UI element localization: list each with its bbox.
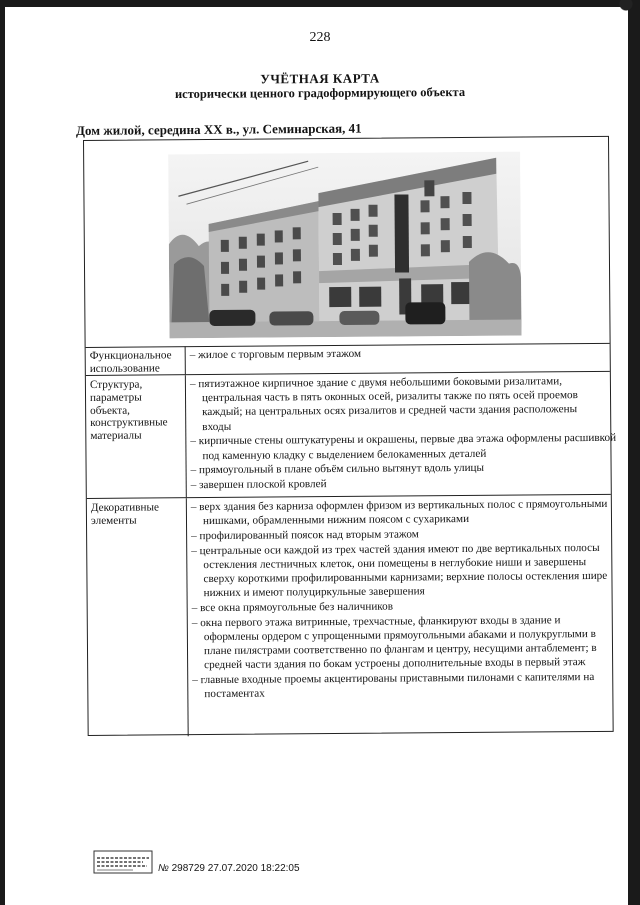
registration-stamp [93,850,153,874]
row-content [190,345,608,362]
building-photo [168,152,521,339]
number-sign-icon: № [158,863,169,874]
row-item: – завершен плоской кровлей [190,478,327,492]
row-item: – кирпичные стены оштукатурены и окрашены, первые два этажа оформлены расшивкой под каменную кладку с выделением белокаменных деталей [190,432,617,462]
document-title: УЧЁТНАЯ КАРТА [260,70,380,87]
row-label: Функциональное использование [89,349,172,375]
page-number: 228 [309,30,331,45]
row-label: Декоративные элементы [90,501,160,527]
row-item: – верх здания без карниза оформлен фризом из вертикальных полос с прямоугольными нишками, обрамленными нижним поясом с сухариками [190,497,608,528]
photo-cell [84,137,610,348]
document-subtitle: исторически ценного градоформирующего объекта [174,84,466,102]
row-item: – профилированный поясок над вторым этажом [191,528,419,543]
registration-number-date: 298729 27.07.2020 18:22:05 [171,863,300,874]
row-label: Структура, параметры объекта, конструктивные материалы [89,378,168,443]
column-divider [185,346,186,374]
row-decorative [87,495,613,737]
scan-edge-right [628,0,640,905]
registration-footer [158,863,300,874]
row-item: – пятиэтажное кирпичное здание с двумя небольшими боковыми ризалитами, центральная часть в пять оконных осей, ризалиты также по пять осей проемов каждый; на центральных осях ризалитов и средней части здания расположены входы [189,375,578,433]
row-item: – прямоугольный в плане объём сильно вытянут вдоль улицы [190,462,485,477]
row-item: – все окна прямоугольные без наличников [191,600,394,615]
row-content [189,374,617,492]
object-name: Дом жилой, середина XX в., ул. Семинарская, 41 [75,120,362,138]
row-item: – центральные оси каждой из трех частей здания имеют по две вертикальных полосы остекления лестничных клеток, они помещены в неглубокие ниши и завершены сверху короткими профилированными карнизами; верхние полосы остекления шире нижних и имеют полуциркульные завершения [191,541,608,600]
row-structure [86,372,617,499]
row-item: – окна первого этажа витринные, трехчастные, фланкируют входы в здание и оформлены ордером с упрощенными прямоугольными абаками и полукруглыми в плане пилястрами соответственно по флангам и центру, несущими антаблемент; в средней части здания по бокам устроены дополнительные входы в первый этаж [191,613,597,672]
column-divider [186,498,189,736]
scan-corner-mark [598,0,638,20]
column-divider [185,375,187,497]
row-item: – жилое с торговым первым этажом [189,347,362,362]
scan-edge-top [0,0,640,7]
row-functional-use [86,343,610,376]
scan-edge-left [0,0,5,905]
row-content [191,497,611,702]
row-item: – главные входные проемы акцентированы приставными пилонами с капителями на постаментах [192,670,595,701]
record-card-table [83,136,617,736]
